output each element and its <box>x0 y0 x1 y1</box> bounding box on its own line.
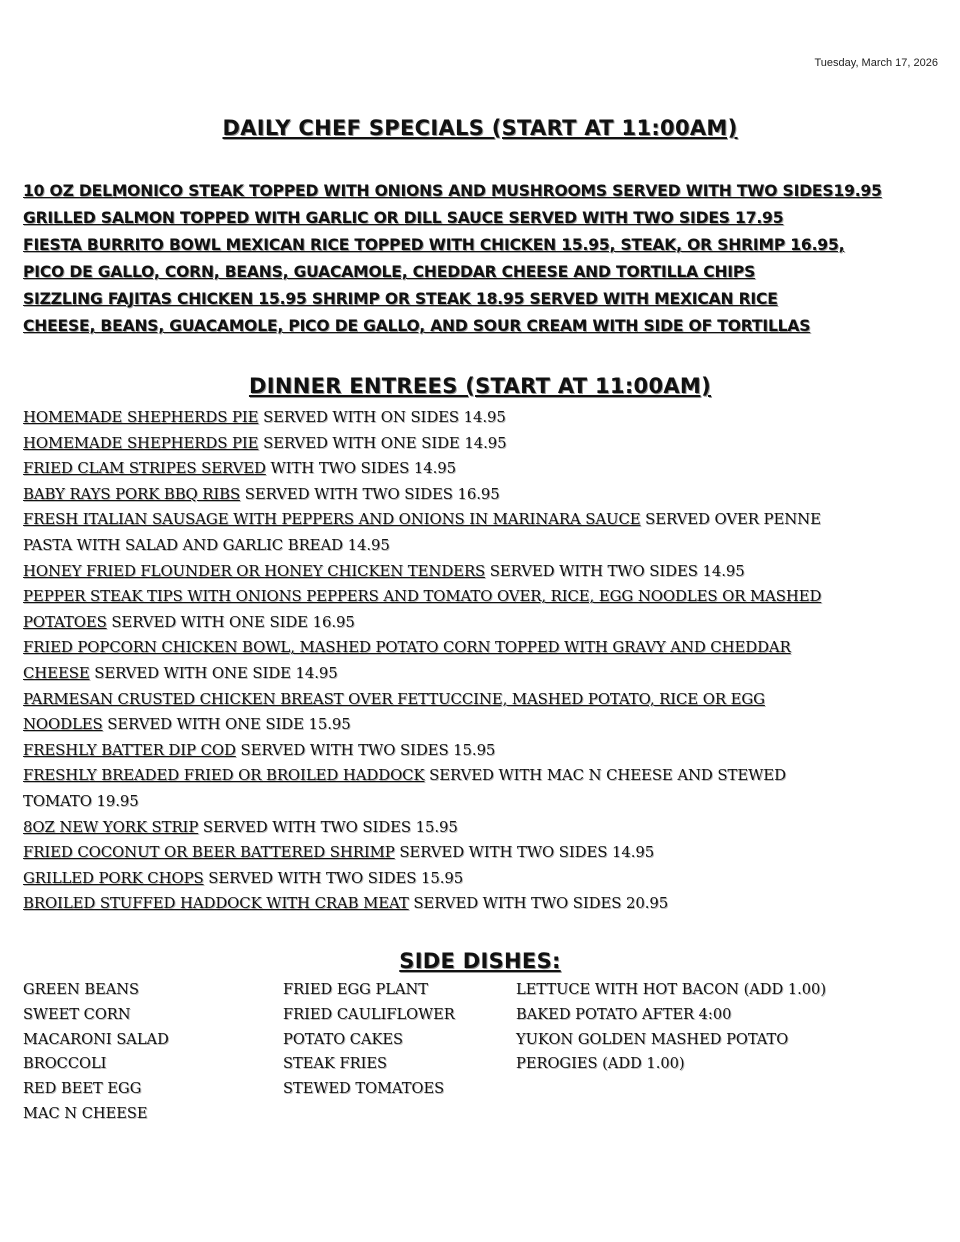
entree-line <box>23 559 943 585</box>
sides-column-1 <box>23 978 169 1127</box>
entree-name: FRIED POPCORN CHICKEN BOWL, MASHED POTATO CORN TOPPED WITH GRAVY AND CHEDDAR <box>23 638 791 657</box>
entree-line <box>23 891 943 917</box>
special-line: FIESTA BURRITO BOWL MEXICAN RICE TOPPED WITH CHICKEN 15.95, STEAK, OR SHRIMP 16.95, <box>23 236 845 254</box>
entree-line <box>23 738 943 764</box>
entree-detail: WITH TWO SIDES 14.95 <box>265 459 456 478</box>
entree-line <box>23 687 943 713</box>
entree-name: BABY RAYS PORK BBQ RIBS <box>23 484 241 503</box>
entree-line <box>23 482 943 508</box>
entree-line <box>23 840 943 866</box>
side-item: STEWED TOMATOES <box>283 1080 445 1098</box>
entree-name: FRESHLY BATTER DIP COD <box>23 740 236 759</box>
entree-line <box>23 789 943 815</box>
entree-line <box>23 635 943 661</box>
side-item: PEROGIES (ADD 1.00) <box>516 1055 685 1073</box>
entree-name: CHEESE <box>23 663 90 682</box>
entree-detail: SERVED WITH ONE SIDE 14.95 <box>258 433 507 452</box>
specials-heading: DAILY CHEF SPECIALS (START AT 11:00AM) <box>222 116 738 140</box>
side-item: YUKON GOLDEN MASHED POTATO <box>516 1030 789 1048</box>
entree-line <box>23 610 943 636</box>
document-date: Tuesday, March 17, 2026 <box>814 57 938 69</box>
entree-detail: SERVED WITH TWO SIDES 14.95 <box>394 843 655 862</box>
entree-detail: SERVED WITH TWO SIDES 15.95 <box>235 740 496 759</box>
specials-list <box>23 178 943 340</box>
special-line: PICO DE GALLO, CORN, BEANS, GUACAMOLE, CHEDDAR CHEESE AND TORTILLA CHIPS <box>23 263 756 281</box>
side-item: SWEET CORN <box>23 1005 131 1023</box>
entree-name: BROILED STUFFED HADDOCK WITH CRAB MEAT <box>23 894 409 913</box>
side-item: FRIED EGG PLANT <box>283 981 429 998</box>
side-item: BAKED POTATO AFTER 4:00 <box>516 1005 732 1023</box>
entree-line <box>23 584 943 610</box>
entree-detail: SERVED WITH TWO SIDES 15.95 <box>198 817 458 836</box>
entree-name: FRESHLY BREADED FRIED OR BROILED HADDOCK <box>23 766 425 785</box>
side-item: STEAK FRIES <box>283 1055 387 1073</box>
entree-detail: SERVED WITH ONE SIDE 15.95 <box>102 715 351 734</box>
entree-name: HOMEMADE SHEPHERDS PIE <box>23 433 259 452</box>
entree-line <box>23 712 943 738</box>
entree-line <box>23 507 943 533</box>
entree-line <box>23 431 943 457</box>
entree-name: 8OZ NEW YORK STRIP <box>23 817 199 836</box>
entree-detail: SERVED WITH TWO SIDES 14.95 <box>485 561 745 580</box>
sides-heading: SIDE DISHES: <box>399 949 561 973</box>
entree-line <box>23 533 943 559</box>
entree-detail: TOMATO 19.95 <box>23 791 139 810</box>
entrees-heading: DINNER ENTREES (START AT 11:00AM) <box>248 374 712 398</box>
special-line: CHEESE, BEANS, GUACAMOLE, PICO DE GALLO, AND SOUR CREAM WITH SIDE OF TORTILLAS <box>23 317 811 335</box>
entree-line <box>23 405 943 431</box>
special-line: GRILLED SALMON TOPPED WITH GARLIC OR DILL SAUCE SERVED WITH TWO SIDES 17.95 <box>23 209 784 227</box>
side-item: MACARONI SALAD <box>23 1030 169 1048</box>
entree-name: PARMESAN CRUSTED CHICKEN BREAST OVER FETTUCCINE, MASHED POTATO, RICE OR EGG <box>23 689 765 708</box>
entree-name: POTATOES <box>23 612 107 631</box>
entree-detail: SERVED WITH ON SIDES 14.95 <box>258 408 506 426</box>
side-item: GREEN BEANS <box>23 981 140 998</box>
entree-line <box>23 763 943 789</box>
entree-name: HONEY FRIED FLOUNDER OR HONEY CHICKEN TENDERS <box>23 561 486 580</box>
entree-detail: SERVED WITH TWO SIDES 20.95 <box>408 894 669 913</box>
entree-name: PEPPER STEAK TIPS WITH ONIONS PEPPERS AND TOMATO OVER, RICE, EGG NOODLES OR MASHED <box>23 587 822 606</box>
entree-detail: SERVED WITH MAC N CHEESE AND STEWED <box>424 766 786 785</box>
sides-column-2 <box>283 978 455 1102</box>
side-item: RED BEET EGG <box>23 1080 142 1098</box>
entree-line <box>23 456 943 482</box>
entree-name: FRIED CLAM STRIPES SERVED <box>23 459 266 478</box>
entree-detail: SERVED OVER PENNE <box>640 510 821 529</box>
entree-name: FRIED COCONUT OR BEER BATTERED SHRIMP <box>23 843 395 862</box>
entree-name: HOMEMADE SHEPHERDS PIE <box>23 408 259 426</box>
entree-name: FRESH ITALIAN SAUSAGE WITH PEPPERS AND ONIONS IN MARINARA SAUCE <box>23 510 641 529</box>
entree-detail: SERVED WITH ONE SIDE 16.95 <box>106 612 355 631</box>
sides-column-3 <box>516 978 826 1077</box>
special-line: SIZZLING FAJITAS CHICKEN 15.95 SHRIMP OR STEAK 18.95 SERVED WITH MEXICAN RICE <box>23 290 778 308</box>
side-item: POTATO CAKES <box>283 1030 404 1048</box>
entree-line <box>23 866 943 892</box>
entrees-list <box>23 405 943 917</box>
entree-name: GRILLED PORK CHOPS <box>23 868 204 887</box>
special-line: 10 OZ DELMONICO STEAK TOPPED WITH ONIONS AND MUSHROOMS SERVED WITH TWO SIDES19.95 <box>23 182 882 200</box>
side-item: MAC N CHEESE <box>23 1104 148 1122</box>
side-item: LETTUCE WITH HOT BACON (ADD 1.00) <box>516 981 827 998</box>
side-item: FRIED CAULIFLOWER <box>283 1005 455 1023</box>
entree-detail: SERVED WITH TWO SIDES 16.95 <box>240 484 500 503</box>
entree-line <box>23 661 943 687</box>
entree-detail: PASTA WITH SALAD AND GARLIC BREAD 14.95 <box>23 535 390 554</box>
side-item: BROCCOLI <box>23 1055 107 1073</box>
entree-line <box>23 815 943 841</box>
entree-detail: SERVED WITH ONE SIDE 14.95 <box>89 663 338 682</box>
entree-detail: SERVED WITH TWO SIDES 15.95 <box>203 868 464 887</box>
entree-name: NOODLES <box>23 715 103 734</box>
